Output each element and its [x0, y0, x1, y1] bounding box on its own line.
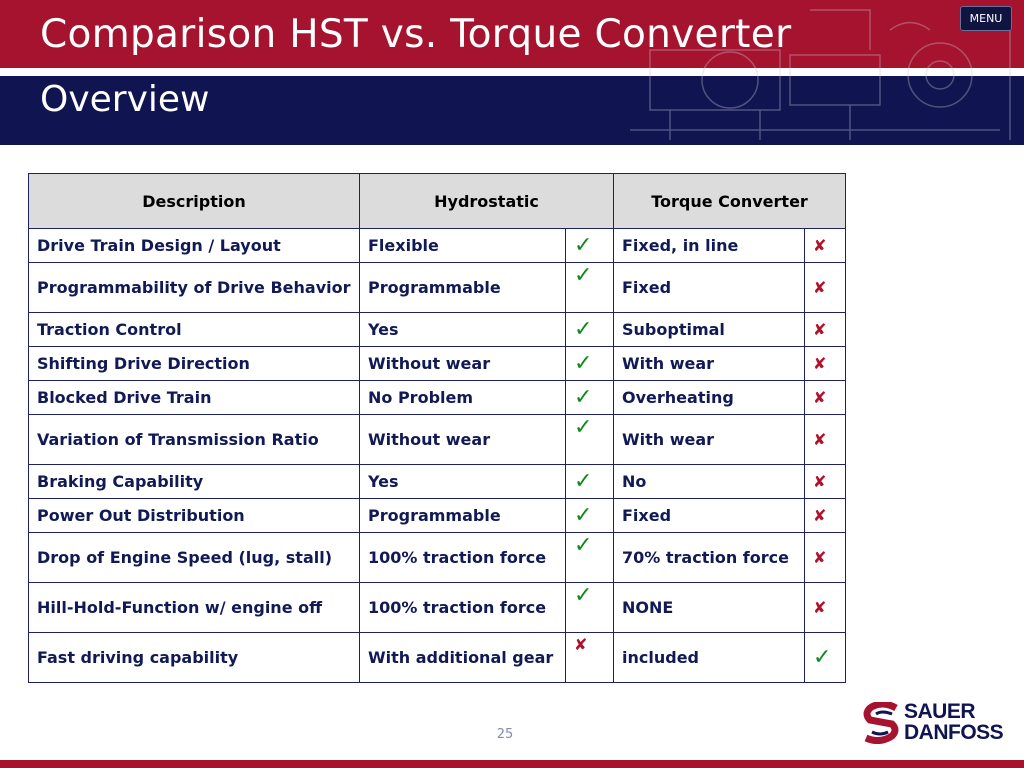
check-cell [566, 499, 614, 533]
check-cell [566, 313, 614, 347]
cross-icon: ✘ [813, 236, 827, 255]
check-icon: ✓ [574, 468, 593, 494]
table-row [29, 499, 846, 533]
torque-converter-cell: included [614, 633, 805, 683]
hydrostatic-cell: 100% traction force [360, 583, 566, 633]
torque-converter-cell: No [614, 465, 805, 499]
cross-cell [805, 533, 846, 583]
cross-icon: ✘ [813, 506, 827, 525]
cross-cell [805, 263, 846, 313]
cross-cell [805, 499, 846, 533]
torque-converter-cell: With wear [614, 415, 805, 465]
cross-cell [805, 347, 846, 381]
cross-icon: ✘ [813, 472, 827, 491]
hydrostatic-cell: Without wear [360, 347, 566, 381]
table-row [29, 465, 846, 499]
check-cell [566, 381, 614, 415]
description-cell: Power Out Distribution [29, 499, 360, 533]
cross-cell [566, 633, 614, 683]
cross-icon: ✘ [813, 430, 827, 449]
page-number: 25 [496, 727, 514, 742]
cross-icon: ✘ [813, 388, 827, 407]
table-row [29, 533, 846, 583]
slide-subtitle: Overview [40, 79, 210, 120]
header-torque-converter: Torque Converter [614, 174, 846, 229]
torque-converter-cell: Fixed [614, 263, 805, 313]
logo-text: SAUER DANFOSS [904, 700, 1004, 744]
table-row [29, 415, 846, 465]
table-row [29, 263, 846, 313]
logo-mark-icon [862, 702, 902, 744]
cross-cell [805, 583, 846, 633]
header-hydrostatic: Hydrostatic [360, 174, 614, 229]
check-cell [566, 533, 614, 583]
description-cell: Blocked Drive Train [29, 381, 360, 415]
check-cell [566, 415, 614, 465]
check-icon: ✓ [574, 583, 593, 608]
torque-converter-cell: NONE [614, 583, 805, 633]
check-cell [566, 583, 614, 633]
check-cell [566, 263, 614, 313]
check-icon: ✓ [574, 316, 593, 342]
hydrostatic-cell: Yes [360, 313, 566, 347]
description-cell: Drive Train Design / Layout [29, 229, 360, 263]
check-cell [805, 633, 846, 683]
check-icon: ✓ [574, 263, 593, 288]
slide-title: Comparison HST vs. Torque Converter [40, 12, 792, 57]
description-cell: Programmability of Drive Behavior [29, 263, 360, 313]
cross-cell [805, 381, 846, 415]
torque-converter-cell: 70% traction force [614, 533, 805, 583]
check-cell [566, 229, 614, 263]
description-cell: Hill-Hold-Function w/ engine off [29, 583, 360, 633]
torque-converter-cell: Fixed, in line [614, 229, 805, 263]
table-row [29, 633, 846, 683]
cross-icon: ✘ [813, 548, 827, 567]
torque-converter-cell: Fixed [614, 499, 805, 533]
cross-cell [805, 415, 846, 465]
torque-converter-cell: Overheating [614, 381, 805, 415]
table-row [29, 347, 846, 381]
hydrostatic-cell: Programmable [360, 263, 566, 313]
footer-bar [0, 760, 1024, 768]
description-cell: Traction Control [29, 313, 360, 347]
check-icon: ✓ [574, 502, 593, 528]
check-icon: ✓ [574, 415, 593, 440]
description-cell: Braking Capability [29, 465, 360, 499]
check-icon: ✓ [574, 232, 593, 258]
check-cell [566, 465, 614, 499]
check-icon: ✓ [574, 350, 593, 376]
cross-cell [805, 465, 846, 499]
hydrostatic-cell: With additional gear [360, 633, 566, 683]
check-icon: ✓ [574, 384, 593, 410]
hydrostatic-cell: Without wear [360, 415, 566, 465]
hydrostatic-cell: Flexible [360, 229, 566, 263]
description-cell: Variation of Transmission Ratio [29, 415, 360, 465]
hydrostatic-cell: 100% traction force [360, 533, 566, 583]
description-cell: Shifting Drive Direction [29, 347, 360, 381]
comparison-table [28, 173, 846, 683]
check-icon: ✓ [574, 533, 593, 558]
cross-icon: ✘ [574, 635, 588, 654]
header-description: Description [29, 174, 360, 229]
table-header-row [29, 174, 846, 229]
hydrostatic-cell: No Problem [360, 381, 566, 415]
cross-icon: ✘ [813, 320, 827, 339]
cross-cell [805, 229, 846, 263]
cross-icon: ✘ [813, 278, 827, 297]
table-row [29, 583, 846, 633]
sauer-danfoss-logo [862, 700, 1010, 748]
description-cell: Fast driving capability [29, 633, 360, 683]
description-cell: Drop of Engine Speed (lug, stall) [29, 533, 360, 583]
table-row [29, 381, 846, 415]
torque-converter-cell: Suboptimal [614, 313, 805, 347]
hydrostatic-cell: Yes [360, 465, 566, 499]
table-row [29, 313, 846, 347]
check-icon: ✓ [813, 644, 832, 670]
cross-cell [805, 313, 846, 347]
check-cell [566, 347, 614, 381]
table-row [29, 229, 846, 263]
hydrostatic-cell: Programmable [360, 499, 566, 533]
cross-icon: ✘ [813, 598, 827, 617]
torque-converter-cell: With wear [614, 347, 805, 381]
cross-icon: ✘ [813, 354, 827, 373]
menu-button[interactable]: MENU [960, 6, 1012, 31]
